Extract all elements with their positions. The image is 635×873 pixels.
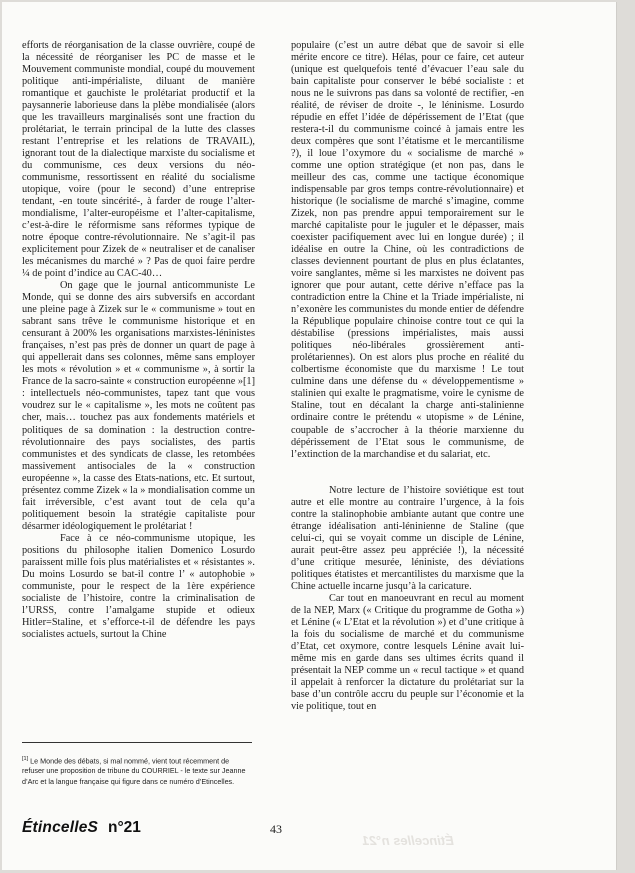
left-paragraph-2: On gage que le journal anticommuniste Le Monde, qui se donne des airs subversifs en accordant une pleine page à Zizek sur le « communisme » tout en sabrant sans trêve le communisme historique et en censurant à 200% les organisations marxistes-léninistes françaises, n’est pas près de donner un quart de page à qui appellerait dans ses colonnes, même sans employer les mots « révolution » et « communisme », à sortir la France de la sacro-sainte « construction européenne »[1] : intellectuels néo-communistes, tapez tant que vous voudrez sur le « capitalisme », les mots ne coûtent pas cher, mais… touchez pas aux fondements matériels et politiques de sa domination : la destruction contre-révolutionnaire des pays socialistes, des partis communistes et des syndicats de classe, les retombées massivement antisociales de la « construction européenne », la casse des Etats-nations, etc. Et surtout, présentez comme Zizek « la » mondialisation comme un fait irréversible, c’est avant tout de cela qu’a politiquement besoin la stratégie capitaliste pour désarmer idéologiquement le prolétariat ! xyxy=(22,280,256,532)
footnote xyxy=(22,754,248,787)
left-paragraph-3: Face à ce néo-communisme utopique, les positions du philosophe italien Domenico Losurdo paraissent mille fois plus matérialistes et « résistantes ». Du moins Losurdo se bat-il contre l’ « autophobie » communiste, pour le respect de la 1ère expérience socialiste de l’histoire, contre la criminalisation de l’URSS, contre l’amalgame stupide et odieux Hitler=Staline, et s’efforce-t-il de défendre les pays socialistes actuels, surtout la Chine xyxy=(22,532,255,640)
left-column xyxy=(22,40,255,641)
footnote-marker: [1] xyxy=(22,756,29,762)
right-paragraph-2: Notre lecture de l’histoire soviétique est tout autre et elle montre au contraire l’urgence, à la fois contre la stalinophobie ambiante autant que contre une étrange idéalisation anti-léninienne de Staline (que celui-ci, qui se voyait comme un disciple de Lénine, aurait peut-être assez peu appréciée !), la nécessité d’une critique mesurée, léniniste, des déviations politiques étatistes et mercantilistes du marxisme que la Chine actuelle incarne jusqu’à la caricature. xyxy=(291,484,524,592)
page-sheet xyxy=(2,2,616,870)
page-number: 43 xyxy=(270,822,282,836)
footnote-text: Le Monde des débats, si mal nommé, vient tout récemment de refuser une proposition de tribune du COURRIEL - le texte sur Jeanne d’Arc et la langue française qui figure dans ce numéro d’Etincelles. xyxy=(22,756,246,786)
issue-number: n°21 xyxy=(108,819,141,836)
right-column xyxy=(291,40,524,713)
right-paragraph-3: Car tout en manoeuvrant en recul au moment de la NEP, Marx (« Critique du programme de Gotha ») et Lénine (« L’Etat et la révolution ») et d’une critique à la fois du socialisme de marché et du communisme d’Etat, cet oxymore, contre lesquels Lénine avait lui-même mis en garde dans ses ultimes écrits quand il présentait la NEP comme un « recul tactique » et quand il appelait à renforcer la dictature du prolétariat sur la base d’un contrôle accru du peuple sur l’économie et la vie politique, tout en xyxy=(291,592,524,712)
right-paragraph-1: populaire (c’est un autre débat que de savoir si elle mérite encore ce titre). Hélas, pour ce faire, cet auteur (unique est quelquefois tenté d’évacuer l’eau sale du bain capitaliste pour conserver le bébé socialiste : et nous ne le suivrons pas dans sa volonté de rectifier, -en réalité, de réviser de droite -, le léninisme. Losurdo répudie en effet l’idée de dépérissement de l’Etat (que restera-t-il du communisme coincé à jamais entre les deux compères que sont l’étatisme et le mercantilisme ?), il loue l’oxymore du « socialisme de marché » comme une option stratégique (et non pas, dans le meilleur des cas, comme une tactique économique indispensable par gros temps contre-révolutionnaire) et historique (le socialisme de marché s’imagine, comme Zizek, non pas prendre appui temporairement sur le marché capitaliste pour le juguler et le dépasser, mais coexister pacifiquement avec lui en longue durée) ; il idéalise en outre la Chine, où les contradictions de classes deviennent pourtant de plus en plus éclatantes, voire sanglantes, même si les marxistes ne doivent pas ignorer que pour autant, cette dérive n’efface pas la contradiction entre la Chine et la Triade impérialiste, ni n’exonère les communistes du monde entier de défendre la République populaire chinoise contre tout ce qui la déstabilise (pressions impérialistes, mais aussi politiques néo-libérales grossièrement anti-prolétariennes). On est alors plus proche en réalité du colbertisme économiste que du marxisme ! Le tout culmine dans une défense du « développementisme » stalinien qui exalte le pragmatisme, voire le cynisme de Staline, tout en décalant la charge anti-stalinienne ordinaire contre le prétendu « utopisme » de Lénine, coupable de s’accrocher à la théorie marxienne du dépérissement de l’Etat sous le communisme, de l’extinction de la marchandise et du salariat, etc. xyxy=(291,40,524,460)
footnote-divider xyxy=(22,742,252,743)
magazine-brand: ÉtincelleS xyxy=(22,819,99,836)
left-paragraph-1: efforts de réorganisation de la classe ouvrière, coupé de la nécessité de réorganiser les PC de masse et le Mouvement communiste mondial, coupé du mouvement politique anti-impérialiste, diluant de manière romantique et gauchiste le prolétariat productif et la paysannerie laborieuse dans la plèbe mondialisée (alors que les travailleurs marginalisés sont une fraction du prolétariat, le terrain principal de la lutte des classes restant l’entreprise et les relations de TRAVAIL), ignorant tout de la dialectique marxiste du socialisme et du communisme, ces deux versions du néo-communisme, ressortissent en réalité du socialisme utopique, voire (pour le second) d’une entreprise tendant, -en toute sincérité-, à farder de rouge l’alter-mondialisme, l’alter-européisme et l’alter-capitalisme, c’est-à-dire le réformisme sans réformes typique de notre époque contre-révolutionnaire. Ne s’agit-il pas explicitement pour Zizek de « neutraliser et de canaliser les mécanismes du marché » ? Pas de quoi faire perdre ¼ de point d’indice au CAC-40… xyxy=(22,40,255,280)
bleed-through-text: Étincelles n°21 xyxy=(362,833,454,848)
